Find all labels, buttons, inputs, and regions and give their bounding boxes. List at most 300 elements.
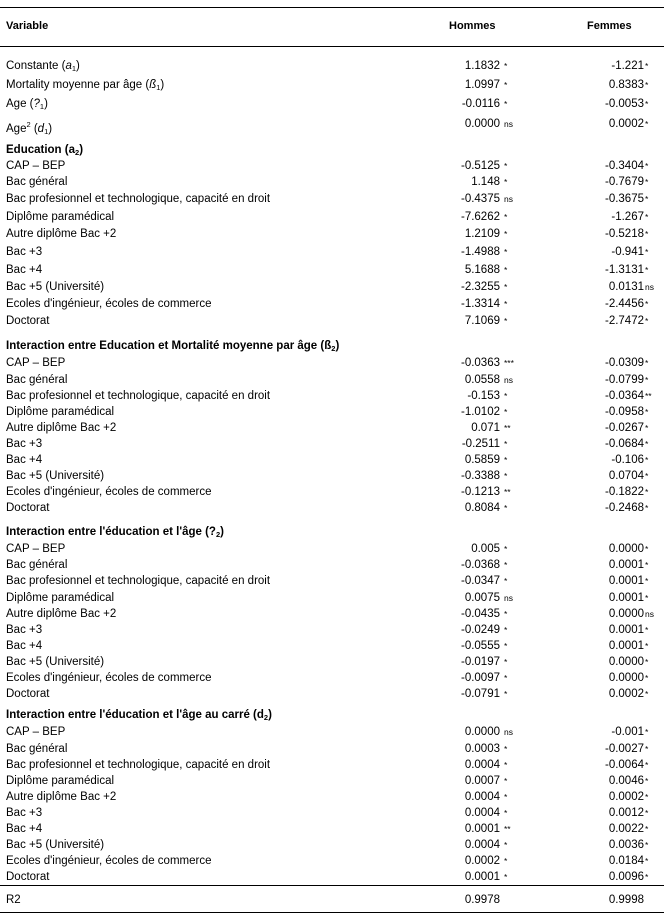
row-label: Bac +4	[6, 640, 43, 652]
hommes-value: -0.0555	[460, 640, 500, 652]
hommes-significance: ns	[504, 119, 513, 129]
hommes-value: -0.0097	[460, 672, 500, 684]
variable-label	[6, 97, 48, 114]
r2-label: R2	[6, 894, 21, 906]
row-label: Bac +3	[6, 246, 43, 258]
label-text: (	[30, 123, 38, 135]
row-label: Bac +4	[6, 454, 43, 466]
table-row	[0, 774, 664, 789]
femmes-value: -2.4456	[604, 298, 644, 310]
row-label: Bac profesionnel et technologique, capacité en droit	[6, 193, 271, 205]
femmes-value: -0.7679	[604, 176, 644, 188]
row-label: Bac +3	[6, 807, 43, 819]
header-hommes: Hommes	[449, 20, 496, 32]
femmes-value: 0.0096	[608, 871, 644, 883]
hommes-significance: *	[504, 641, 508, 651]
hommes-value: 0.0004	[464, 839, 500, 851]
header-variable: Variable	[6, 20, 49, 32]
section-title	[0, 708, 664, 723]
section-title-subscript: 2	[331, 344, 336, 353]
row-label: Bac +5 (Université)	[6, 281, 105, 293]
hommes-value: 5.1688	[464, 264, 500, 276]
hommes-significance: *	[504, 689, 508, 699]
femmes-value: 0.0000	[608, 672, 644, 684]
row-label: Bac général	[6, 559, 68, 571]
row-label: Bac +5 (Université)	[6, 839, 105, 851]
table-row	[0, 453, 664, 468]
hommes-value: -0.0435	[460, 608, 500, 620]
row-label: CAP – BEP	[6, 726, 66, 738]
femmes-value: -0.0799	[604, 374, 644, 386]
row-label: Doctorat	[6, 688, 50, 700]
hommes-significance: *	[504, 247, 508, 257]
hommes-value: -2.3255	[460, 281, 500, 293]
hommes-significance: *	[504, 744, 508, 754]
femmes-value: 0.0000	[608, 656, 644, 668]
hommes-value: -0.0249	[460, 624, 500, 636]
femmes-significance: *	[645, 471, 649, 481]
femmes-value: 0.0046	[608, 775, 644, 787]
table-row	[0, 485, 664, 500]
table-row	[0, 790, 664, 805]
hommes-value: -0.0197	[460, 656, 500, 668]
section-title-close: )	[220, 526, 224, 538]
row-label: Doctorat	[6, 502, 50, 514]
row-label: Autre diplôme Bac +2	[6, 422, 117, 434]
hommes-significance: *	[504, 576, 508, 586]
femmes-value: -0.2468	[604, 502, 644, 514]
label-text: Age (	[6, 98, 34, 110]
hommes-significance: *	[504, 229, 508, 239]
femmes-value: 0.0704	[608, 470, 644, 482]
femmes-value: 0.0002	[608, 688, 644, 700]
section-title-subscript: 2	[215, 530, 221, 539]
hommes-significance: *	[504, 265, 508, 275]
hommes-value: -1.0102	[460, 406, 500, 418]
femmes-value: -1.267	[611, 211, 644, 223]
femmes-value: 0.0001	[608, 592, 644, 604]
r2-hommes: 0.9978	[464, 894, 500, 906]
femmes-significance: *	[645, 872, 649, 882]
table-row	[0, 297, 664, 312]
femmes-value: 0.0184	[608, 855, 644, 867]
label-text: Constante (	[6, 60, 66, 72]
femmes-value: -0.3404	[604, 160, 644, 172]
header-row	[0, 19, 664, 34]
hommes-value: 0.0000	[464, 726, 500, 738]
hommes-significance: *	[504, 503, 508, 513]
femmes-significance: *	[645, 407, 649, 417]
hommes-value: -0.0791	[460, 688, 500, 700]
hommes-significance: **	[504, 423, 511, 433]
row-label: Diplôme paramédical	[6, 592, 115, 604]
femmes-significance: *	[645, 455, 649, 465]
table-row	[0, 314, 664, 329]
femmes-significance: *	[645, 544, 649, 554]
table-row	[0, 854, 664, 869]
row-label: Autre diplôme Bac +2	[6, 791, 117, 803]
femmes-value: -1.221	[611, 60, 644, 72]
row-label: Autre diplôme Bac +2	[6, 608, 117, 620]
label-text: )	[160, 79, 165, 91]
table-row	[0, 356, 664, 371]
hommes-value: 1.2109	[464, 228, 500, 240]
femmes-significance: *	[645, 358, 649, 368]
femmes-significance: ns	[645, 282, 654, 292]
femmes-significance: *	[645, 641, 649, 651]
femmes-significance: *	[645, 744, 649, 754]
label-text: )	[76, 60, 80, 72]
femmes-significance: *	[645, 593, 649, 603]
femmes-significance: *	[645, 119, 649, 129]
femmes-value: 0.8383	[608, 79, 644, 91]
hommes-significance: *	[504, 316, 508, 326]
hommes-significance: ns	[504, 194, 513, 204]
final-rule	[0, 912, 664, 913]
femmes-value: 0.0001	[608, 640, 644, 652]
row-label: Bac +5 (Université)	[6, 656, 105, 668]
hommes-significance: *	[504, 776, 508, 786]
row-label: Diplôme paramédical	[6, 211, 115, 223]
r2-femmes: 0.9998	[608, 894, 644, 906]
femmes-significance: *	[645, 247, 649, 257]
hommes-value: 0.0000	[464, 118, 500, 130]
section-title	[0, 143, 664, 158]
femmes-value: 0.0036	[608, 839, 644, 851]
row-label: CAP – BEP	[6, 357, 66, 369]
table-row	[0, 623, 664, 638]
table-row	[0, 725, 664, 740]
femmes-significance: *	[645, 503, 649, 513]
coefficient-subscript: 1	[71, 64, 77, 73]
header-rule	[0, 46, 664, 47]
row-label: Bac +4	[6, 823, 43, 835]
hommes-significance: *	[504, 212, 508, 222]
femmes-significance: *	[645, 265, 649, 275]
femmes-value: -0.0064	[604, 759, 644, 771]
hommes-significance: *	[504, 161, 508, 171]
femmes-significance: *	[645, 423, 649, 433]
table-row	[0, 671, 664, 686]
section-title-text	[6, 339, 339, 356]
hommes-significance: *	[504, 673, 508, 683]
hommes-value: 0.071	[471, 422, 500, 434]
hommes-value: -0.4375	[460, 193, 500, 205]
section-title	[0, 525, 664, 540]
hommes-value: -0.5125	[460, 160, 500, 172]
femmes-significance: ns	[645, 609, 654, 619]
hommes-value: -0.3388	[460, 470, 500, 482]
table-row	[0, 405, 664, 420]
hommes-significance: *	[504, 391, 508, 401]
hommes-value: 0.0004	[464, 807, 500, 819]
row-label: Bac +3	[6, 624, 43, 636]
hommes-value: 0.0004	[464, 759, 500, 771]
hommes-significance: *	[504, 471, 508, 481]
bottom-rule	[0, 885, 664, 886]
coefficient-symbol: ?	[33, 98, 40, 110]
r2-row	[0, 893, 664, 908]
coefficient-symbol: a	[65, 60, 72, 72]
femmes-value: -0.0958	[604, 406, 644, 418]
femmes-value: -0.0684	[604, 438, 644, 450]
hommes-value: -0.2511	[461, 438, 500, 450]
femmes-significance: *	[645, 487, 649, 497]
table-row	[0, 758, 664, 773]
femmes-value: 0.0012	[608, 807, 644, 819]
femmes-value: -0.0267	[604, 422, 644, 434]
hommes-significance: *	[504, 282, 508, 292]
femmes-significance: *	[645, 560, 649, 570]
table-row	[0, 389, 664, 404]
label-superscript: 2	[26, 120, 31, 129]
femmes-significance: *	[645, 840, 649, 850]
femmes-significance: *	[645, 229, 649, 239]
row-label: Diplôme paramédical	[6, 406, 115, 418]
coefficient-symbol: ß	[149, 79, 157, 91]
femmes-significance: *	[645, 760, 649, 770]
hommes-value: 0.5859	[464, 454, 500, 466]
hommes-significance: *	[504, 455, 508, 465]
hommes-significance: *	[504, 808, 508, 818]
row-label: Bac +3	[6, 438, 43, 450]
table-row	[0, 175, 664, 190]
row-label: Bac général	[6, 374, 68, 386]
hommes-significance: **	[504, 487, 511, 497]
section-title-text	[6, 143, 83, 160]
table-row	[0, 245, 664, 260]
row-label: Bac +4	[6, 264, 43, 276]
table-row	[0, 437, 664, 452]
femmes-significance: *	[645, 299, 649, 309]
hommes-significance: *	[504, 872, 508, 882]
variable-label	[6, 78, 164, 95]
section-title-close: )	[268, 709, 272, 721]
femmes-significance: *	[645, 194, 649, 204]
femmes-significance: *	[645, 689, 649, 699]
femmes-value: -0.5218	[604, 228, 644, 240]
section-title-close: )	[335, 340, 340, 352]
table-row	[0, 469, 664, 484]
row-label: Doctorat	[6, 315, 50, 327]
hommes-value: 1.1832	[464, 60, 500, 72]
hommes-value: -1.3314	[460, 298, 500, 310]
table-row	[0, 210, 664, 225]
femmes-value: 0.0002	[608, 118, 644, 130]
hommes-value: 1.148	[471, 176, 500, 188]
femmes-value: -0.941	[611, 246, 644, 258]
hommes-significance: *	[504, 560, 508, 570]
femmes-significance: *	[645, 161, 649, 171]
hommes-value: -0.0368	[460, 559, 500, 571]
section-title-text	[6, 525, 224, 542]
hommes-value: 7.1069	[464, 315, 500, 327]
femmes-significance: *	[645, 727, 649, 737]
table-row	[0, 655, 664, 670]
table-row	[0, 421, 664, 436]
hommes-value: -0.0347	[460, 575, 500, 587]
femmes-value: -2.7472	[604, 315, 644, 327]
hommes-value: 1.0997	[464, 79, 500, 91]
table-row	[0, 870, 664, 885]
table-row	[0, 607, 664, 622]
femmes-significance: *	[645, 80, 649, 90]
femmes-significance: *	[645, 99, 649, 109]
section-title-main: Education (a	[6, 144, 76, 156]
row-label: Bac +5 (Université)	[6, 470, 105, 482]
femmes-value: -0.3675	[604, 193, 644, 205]
femmes-significance: *	[645, 576, 649, 586]
femmes-value: 0.0001	[608, 559, 644, 571]
coefficient-row	[0, 78, 664, 93]
row-label: Ecoles d'ingénieur, écoles de commerce	[6, 672, 212, 684]
row-label: Ecoles d'ingénieur, écoles de commerce	[6, 486, 212, 498]
table-row	[0, 687, 664, 702]
hommes-significance: *	[504, 61, 508, 71]
coefficient-row	[0, 97, 664, 112]
table-row	[0, 373, 664, 388]
hommes-value: 0.8084	[464, 502, 500, 514]
femmes-significance: *	[645, 792, 649, 802]
hommes-significance: ns	[504, 375, 513, 385]
label-text: )	[44, 98, 48, 110]
hommes-value: -1.4988	[460, 246, 500, 258]
table-row	[0, 542, 664, 557]
femmes-significance: *	[645, 212, 649, 222]
row-label: Doctorat	[6, 871, 50, 883]
femmes-value: 0.0000	[608, 608, 644, 620]
row-label: Diplôme paramédical	[6, 775, 115, 787]
coefficient-symbol: d	[37, 123, 45, 135]
hommes-significance: **	[504, 824, 511, 834]
femmes-value: -0.0364	[604, 390, 644, 402]
femmes-significance: *	[645, 177, 649, 187]
section-title-main: Interaction entre Education et Mortalité moyenne par âge (ß	[6, 340, 332, 352]
hommes-value: -0.0363	[460, 357, 500, 369]
hommes-value: 0.0558	[464, 374, 500, 386]
femmes-value: 0.0131	[608, 281, 644, 293]
table-row	[0, 822, 664, 837]
section-title-subscript: 2	[263, 713, 269, 722]
hommes-significance: *	[504, 760, 508, 770]
hommes-value: 0.0002	[464, 855, 500, 867]
femmes-significance: *	[645, 439, 649, 449]
femmes-value: 0.0022	[608, 823, 644, 835]
section-title	[0, 339, 664, 354]
femmes-value: -0.0309	[604, 357, 644, 369]
femmes-value: -0.0053	[604, 98, 644, 110]
femmes-significance: *	[645, 625, 649, 635]
table-row	[0, 838, 664, 853]
femmes-value: -0.106	[611, 454, 644, 466]
table-row	[0, 280, 664, 295]
coefficient-row	[0, 59, 664, 74]
coefficient-subscript: 1	[156, 83, 161, 92]
hommes-significance: ns	[504, 593, 513, 603]
hommes-significance: *	[504, 439, 508, 449]
hommes-value: -0.0116	[461, 98, 500, 110]
table-row	[0, 263, 664, 278]
coefficient-subscript: 1	[39, 102, 45, 111]
femmes-value: 0.0002	[608, 791, 644, 803]
hommes-value: 0.0001	[464, 871, 500, 883]
row-label: Ecoles d'ingénieur, écoles de commerce	[6, 298, 212, 310]
hommes-significance: *	[504, 177, 508, 187]
row-label: Bac général	[6, 176, 68, 188]
table-row	[0, 501, 664, 516]
hommes-significance: *	[504, 856, 508, 866]
hommes-significance: ns	[504, 727, 513, 737]
section-title-subscript: 2	[75, 148, 80, 157]
row-label: Bac profesionnel et technologique, capacité en droit	[6, 759, 271, 771]
femmes-value: 0.0001	[608, 624, 644, 636]
femmes-significance: *	[645, 673, 649, 683]
section-title-text	[6, 708, 272, 725]
table-row	[0, 742, 664, 757]
table-row	[0, 558, 664, 573]
row-label: Ecoles d'ingénieur, écoles de commerce	[6, 855, 212, 867]
variable-label	[6, 59, 80, 76]
label-text: Age	[6, 123, 27, 135]
femmes-value: -1.3131	[604, 264, 644, 276]
row-label: Bac profesionnel et technologique, capacité en droit	[6, 390, 271, 402]
femmes-significance: *	[645, 808, 649, 818]
row-label: Autre diplôme Bac +2	[6, 228, 117, 240]
hommes-value: -0.1213	[460, 486, 500, 498]
table-row	[0, 591, 664, 606]
section-title-main: Interaction entre l'éducation et l'âge (?	[6, 526, 216, 538]
hommes-significance: *	[504, 80, 508, 90]
section-title-close: )	[79, 144, 84, 156]
femmes-value: 0.0000	[608, 543, 644, 555]
coefficient-row	[0, 117, 664, 136]
hommes-significance: *	[504, 792, 508, 802]
hommes-value: -7.6262	[460, 211, 500, 223]
femmes-value: -0.1822	[604, 486, 644, 498]
hommes-value: 0.0075	[464, 592, 500, 604]
hommes-significance: *	[504, 609, 508, 619]
header-femmes: Femmes	[587, 20, 632, 32]
top-rule	[0, 7, 664, 8]
femmes-significance: *	[645, 61, 649, 71]
hommes-significance: *	[504, 99, 508, 109]
hommes-value: 0.005	[471, 543, 500, 555]
femmes-significance: *	[645, 856, 649, 866]
label-text: Mortality moyenne par âge (	[6, 79, 150, 91]
hommes-significance: *	[504, 299, 508, 309]
femmes-value: 0.0001	[608, 575, 644, 587]
label-text: )	[48, 123, 53, 135]
hommes-value: 0.0007	[464, 775, 500, 787]
row-label: CAP – BEP	[6, 543, 66, 555]
table-row	[0, 574, 664, 589]
hommes-significance: *	[504, 544, 508, 554]
variable-label	[6, 117, 52, 139]
femmes-value: -0.001	[611, 726, 644, 738]
femmes-significance: *	[645, 316, 649, 326]
hommes-value: 0.0003	[464, 743, 500, 755]
hommes-significance: *	[504, 407, 508, 417]
table-row	[0, 227, 664, 242]
femmes-significance: *	[645, 776, 649, 786]
row-label: Bac profesionnel et technologique, capacité en droit	[6, 575, 271, 587]
coefficient-subscript: 1	[44, 127, 49, 136]
table-row	[0, 159, 664, 174]
femmes-significance: *	[645, 657, 649, 667]
section-title-main: Interaction entre l'éducation et l'âge au carré (d	[6, 709, 264, 721]
table-row	[0, 806, 664, 821]
hommes-significance: *	[504, 657, 508, 667]
